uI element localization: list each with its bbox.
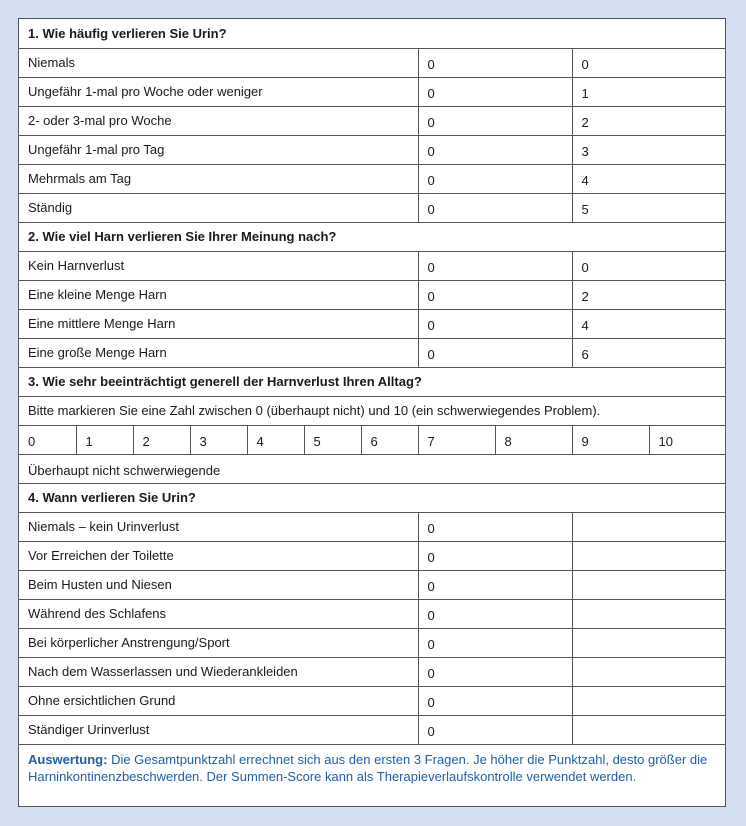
q4-row-value-b[interactable] [572,628,725,657]
q2-row [19,251,725,280]
q4-row-value-b[interactable] [572,715,725,744]
evaluation-text: Die Gesamtpunktzahl errechnet sich aus den ersten 3 Fragen. Je höher die Punktzahl, desto größer die Harninkontinenzbeschwerden. Der Summen-Score kann als Therapieverlaufskontrolle verwendet werden. [28,751,708,784]
q2-row [19,280,725,309]
q4-row-value-a[interactable]: 0 [418,512,572,541]
scale-option-9[interactable]: 9 [572,425,649,454]
q2-row-value-a[interactable]: 0 [418,251,572,280]
q1-row-value-b[interactable]: 4 [572,164,725,193]
q1-row [19,135,725,164]
q4-row-value-a[interactable]: 0 [418,599,572,628]
q1-row-value-a[interactable]: 0 [418,106,572,135]
q4-row-label: Ohne ersichtlichen Grund [19,686,418,715]
q2-header-row [19,222,725,251]
q1-row-value-b[interactable]: 0 [572,48,725,77]
q3-title: 3. Wie sehr beeinträchtigt generell der Harnverlust Ihren Alltag? [19,367,725,396]
q1-row-label: Mehrmals am Tag [19,164,418,193]
q4-title: 4. Wann verlieren Sie Urin? [19,483,725,512]
q3-scale-caption: Überhaupt nicht schwerwiegende [19,454,725,483]
scale-option-1[interactable]: 1 [76,425,133,454]
q4-row-value-a[interactable]: 0 [418,628,572,657]
q1-row-value-a[interactable]: 0 [418,193,572,222]
q1-row-value-b[interactable]: 1 [572,77,725,106]
q1-row-label: Ständig [19,193,418,222]
q1-row-label: Ungefähr 1-mal pro Tag [19,135,418,164]
q2-row-value-a[interactable]: 0 [418,309,572,338]
q4-row-value-b[interactable] [572,599,725,628]
scale-option-4[interactable]: 4 [247,425,304,454]
q4-row-value-b[interactable] [572,686,725,715]
q4-row-value-a[interactable]: 0 [418,715,572,744]
q2-row-value-a[interactable]: 0 [418,338,572,367]
q4-row-value-b[interactable] [572,657,725,686]
q1-row [19,77,725,106]
q4-row-label: Nach dem Wasserlassen und Wiederankleiden [19,657,418,686]
q4-row [19,657,725,686]
q1-row-value-a[interactable]: 0 [418,77,572,106]
evaluation-note [19,744,725,791]
q1-row-value-b[interactable]: 2 [572,106,725,135]
evaluation-label: Auswertung: [28,751,108,767]
q4-row-label: Niemals – kein Urinverlust [19,512,418,541]
q1-row [19,48,725,77]
q1-row [19,164,725,193]
q4-row-value-a[interactable]: 0 [418,570,572,599]
q4-row-value-a[interactable]: 0 [418,657,572,686]
q1-title: 1. Wie häufig verlieren Sie Urin? [19,19,725,48]
scale-option-2[interactable]: 2 [133,425,190,454]
q3-instruction-row [19,396,725,425]
q4-row-value-b[interactable] [572,512,725,541]
q2-row-value-b[interactable]: 0 [572,251,725,280]
footer-row [19,744,725,791]
scale-option-3[interactable]: 3 [190,425,247,454]
q4-row-label: Beim Husten und Niesen [19,570,418,599]
scale-option-6[interactable]: 6 [361,425,418,454]
q4-row-value-a[interactable]: 0 [418,686,572,715]
q3-caption-row [19,454,725,483]
q4-row [19,686,725,715]
q4-row-value-b[interactable] [572,541,725,570]
scale-option-10[interactable]: 10 [649,425,725,454]
q1-header-row [19,19,725,48]
scale-option-8[interactable]: 8 [495,425,572,454]
q4-row-value-a[interactable]: 0 [418,541,572,570]
q2-row-label: Eine mittlere Menge Harn [19,309,418,338]
q4-row [19,715,725,744]
q1-row-value-a[interactable]: 0 [418,48,572,77]
q4-row [19,541,725,570]
q2-row [19,338,725,367]
q4-row-label: Während des Schlafens [19,599,418,628]
q3-scale-row [19,425,725,454]
q4-header-row [19,483,725,512]
q4-row [19,599,725,628]
q4-row [19,628,725,657]
q2-row-label: Eine große Menge Harn [19,338,418,367]
q2-row-value-b[interactable]: 2 [572,280,725,309]
q4-row-label: Bei körperlicher Anstrengung/Sport [19,628,418,657]
q3-header-row [19,367,725,396]
q1-row-label: 2- oder 3-mal pro Woche [19,106,418,135]
q4-row-label: Vor Erreichen der Toilette [19,541,418,570]
q2-row-label: Kein Harnverlust [19,251,418,280]
q1-row [19,106,725,135]
q4-row-label: Ständiger Urinverlust [19,715,418,744]
q2-title: 2. Wie viel Harn verlieren Sie Ihrer Meinung nach? [19,222,725,251]
q2-row [19,309,725,338]
questionnaire-table [19,19,725,791]
q4-row [19,570,725,599]
q2-row-value-b[interactable]: 4 [572,309,725,338]
q1-row-value-b[interactable]: 3 [572,135,725,164]
q1-row-label: Niemals [19,48,418,77]
scale-option-0[interactable]: 0 [19,425,76,454]
q4-row [19,512,725,541]
q3-instruction: Bitte markieren Sie eine Zahl zwischen 0 (überhaupt nicht) und 10 (ein schwerwiegendes Problem). [19,396,725,425]
scale-option-5[interactable]: 5 [304,425,361,454]
questionnaire-sheet [18,18,726,807]
q4-row-value-b[interactable] [572,570,725,599]
q1-row-label: Ungefähr 1-mal pro Woche oder weniger [19,77,418,106]
q1-row-value-a[interactable]: 0 [418,135,572,164]
q2-row-value-a[interactable]: 0 [418,280,572,309]
q2-row-label: Eine kleine Menge Harn [19,280,418,309]
q1-row [19,193,725,222]
q2-row-value-b[interactable]: 6 [572,338,725,367]
scale-option-7[interactable]: 7 [418,425,495,454]
q1-row-value-b[interactable]: 5 [572,193,725,222]
q1-row-value-a[interactable]: 0 [418,164,572,193]
